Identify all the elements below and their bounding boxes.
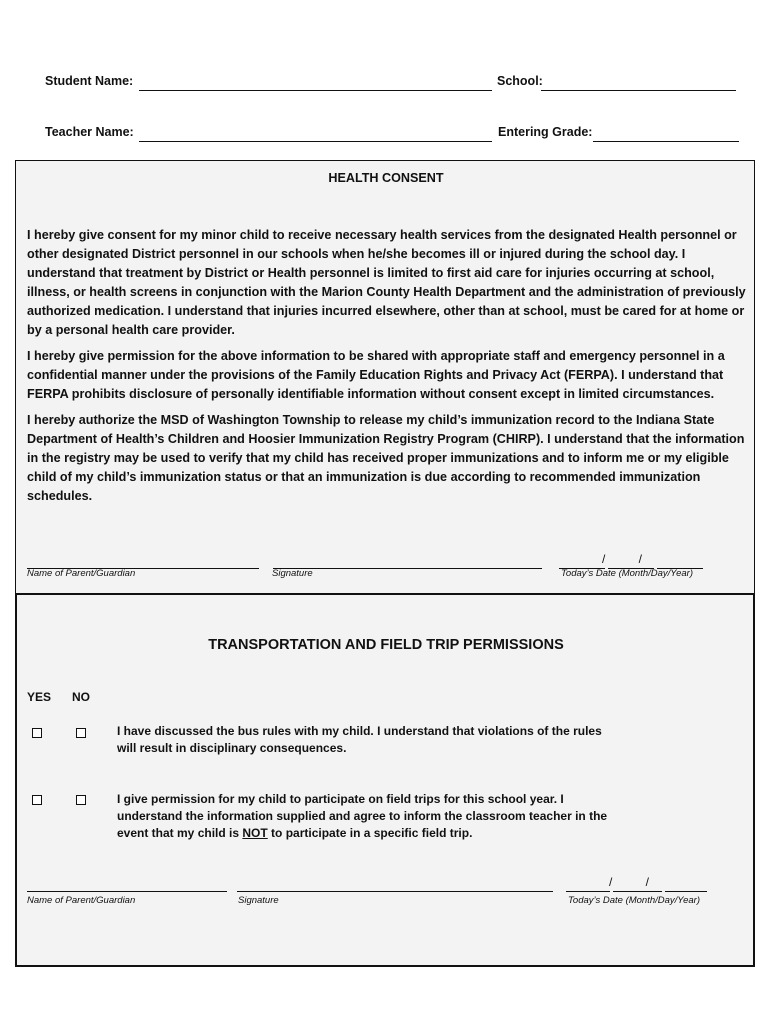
field-trip-text-end: to participate in a specific field trip. xyxy=(267,826,473,840)
entering-grade-label: Entering Grade: xyxy=(498,125,593,139)
parent-name-line[interactable] xyxy=(27,891,227,892)
health-consent-section xyxy=(15,160,755,594)
health-consent-body xyxy=(27,226,749,506)
school-label: School: xyxy=(497,74,543,88)
date-month-line[interactable] xyxy=(566,891,610,892)
date-year-line[interactable] xyxy=(665,891,707,892)
date-slashes: / / xyxy=(602,552,643,566)
health-consent-title: HEALTH CONSENT xyxy=(328,171,444,185)
field-trip-not-emphasis: NOT xyxy=(242,826,268,840)
no-column-label: NO xyxy=(72,690,90,704)
date-day-line[interactable] xyxy=(613,891,662,892)
ferpa-paragraph: I hereby give permission for the above information to be shared with appropriate staff and emergency personnel in a confidential manner under the provisions of the Family Education Rights and Privacy Act (FERPA). I understand that FERPA prohibits disclosure of personally identifiable information without consent except in limited circumstances. xyxy=(27,349,725,401)
transportation-title: TRANSPORTATION AND FIELD TRIP PERMISSIONS xyxy=(208,637,564,653)
parent-name-caption: Name of Parent/Guardian xyxy=(27,568,136,579)
teacher-name-field[interactable] xyxy=(139,141,492,142)
bus-rules-yes-checkbox[interactable] xyxy=(32,728,42,738)
transportation-section xyxy=(15,593,755,967)
field-trip-no-checkbox[interactable] xyxy=(76,795,86,805)
date-caption: Today’s Date (Month/Day/Year) xyxy=(561,568,694,579)
teacher-name-label: Teacher Name: xyxy=(45,125,134,139)
yes-column-label: YES xyxy=(27,690,52,704)
school-field[interactable] xyxy=(541,90,736,91)
immunization-paragraph: I hereby authorize the MSD of Washington Township to release my child’s immunization record to the Indiana State Department of Health’s Children and Hoosier Immunization Registry Program (CHIRP). I understand that the information in the registry may be used to verify that my child has received proper immunizations and to inform me or my eligible child of my child’s immunization status or that an immunization is due according to recommended immunization schedules. xyxy=(27,413,745,503)
signature-caption: Signature xyxy=(272,568,313,579)
bus-rules-no-checkbox[interactable] xyxy=(76,728,86,738)
signature-line[interactable] xyxy=(237,891,553,892)
student-name-field[interactable] xyxy=(139,90,492,91)
parent-name-caption: Name of Parent/Guardian xyxy=(27,895,136,906)
entering-grade-field[interactable] xyxy=(593,141,739,142)
date-caption: Today’s Date (Month/Day/Year) xyxy=(568,895,701,906)
signature-line[interactable] xyxy=(273,568,542,569)
bus-rules-text: I have discussed the bus rules with my child. I understand that violations of the rules will result in disciplinary consequences. xyxy=(117,724,602,755)
health-consent-paragraph: I hereby give consent for my minor child to receive necessary health services from the designated Health personnel or other designated District personnel in our schools when he/she becomes ill or injured during the school day. I understand that treatment by District or Health personnel is limited to first aid care for injuries occurring at school, illness, or health screens in conjunction with the Marion County Health Department and the administration of previously authorized medication. I understand that injuries incurred elsewhere, other than at school, must be cared for at home or by a personal health care provider. xyxy=(27,228,746,337)
date-slashes: / / xyxy=(609,875,650,889)
field-trip-yes-checkbox[interactable] xyxy=(32,795,42,805)
field-trip-text xyxy=(117,791,622,842)
signature-caption: Signature xyxy=(238,895,279,906)
student-name-label: Student Name: xyxy=(45,74,134,88)
field-trip-text-start: I give permission for my child to participate on field trips for this school year. I understand the information supplied and agree to inform the classroom teacher in the event that my child is xyxy=(117,792,608,840)
